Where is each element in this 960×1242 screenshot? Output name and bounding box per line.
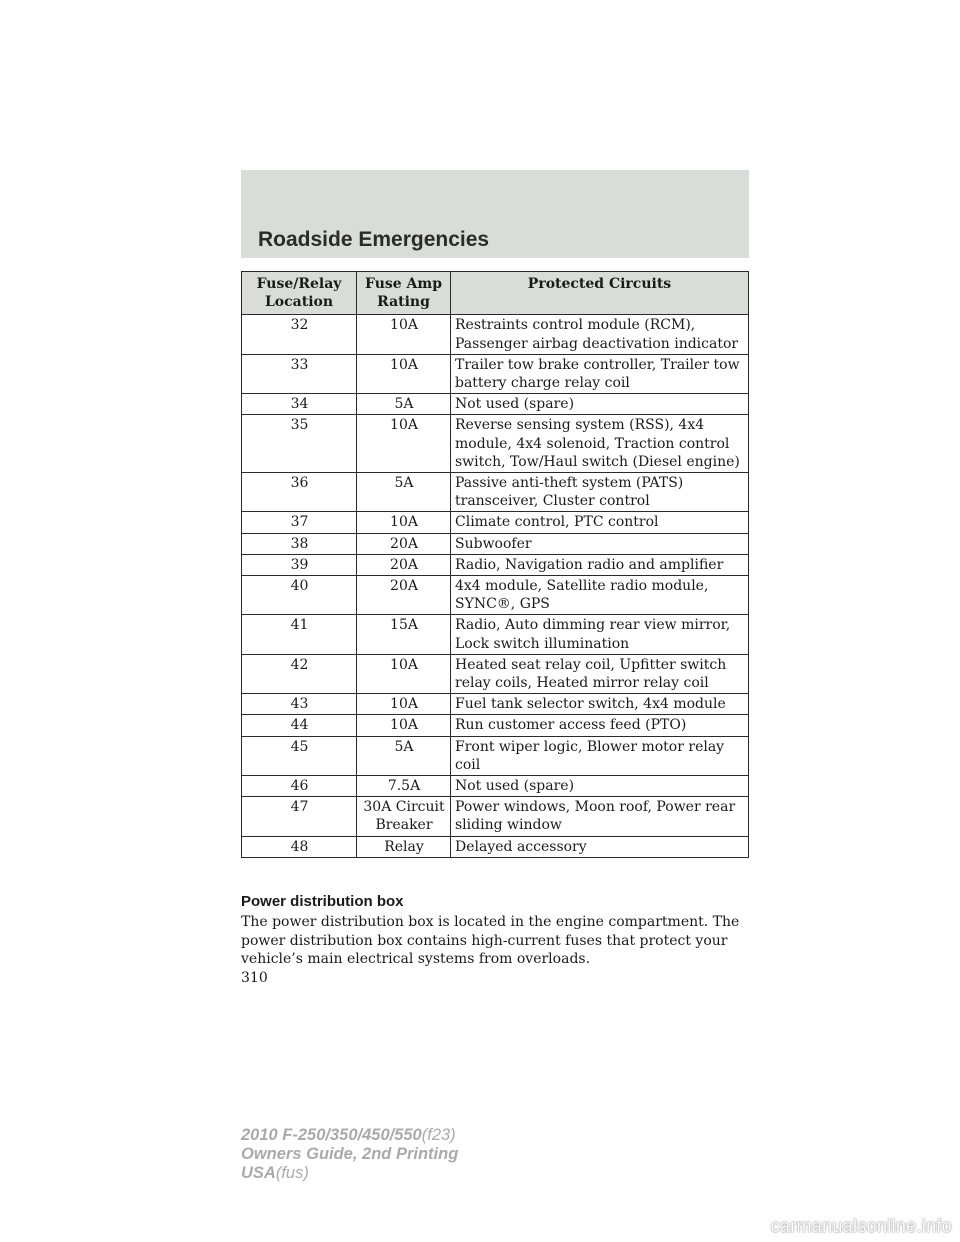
table-body (242, 315, 749, 857)
fuse-location-cell: 39 (242, 554, 357, 575)
fuse-amp-cell: 10A (357, 512, 451, 533)
table-row (242, 654, 749, 693)
fuse-location-cell: 48 (242, 836, 357, 857)
fuse-location-cell: 32 (242, 315, 357, 354)
protected-circuits-cell: Radio, Auto dimming rear view mirror, Lock switch illumination (451, 615, 749, 654)
table-row (242, 836, 749, 857)
table-row (242, 315, 749, 354)
table-header-row (242, 272, 749, 315)
column-header-circuits: Protected Circuits (451, 272, 749, 315)
section-header-band (241, 170, 749, 258)
protected-circuits-cell: Reverse sensing system (RSS), 4x4 module, 4x4 solenoid, Traction control switch, Tow/Haul switch (Diesel engine) (451, 415, 749, 473)
table-row (242, 615, 749, 654)
protected-circuits-cell: Radio, Navigation radio and amplifier (451, 554, 749, 575)
fuse-amp-cell: 5A (357, 473, 451, 512)
protected-circuits-cell: Fuel tank selector switch, 4x4 module (451, 694, 749, 715)
protected-circuits-cell: Subwoofer (451, 533, 749, 554)
fuse-amp-cell: 10A (357, 654, 451, 693)
table-row (242, 576, 749, 615)
table-row (242, 415, 749, 473)
fuse-amp-cell: 10A (357, 354, 451, 393)
table-row (242, 512, 749, 533)
footer-region: USA (241, 1164, 276, 1182)
fuse-amp-cell: 10A (357, 715, 451, 736)
fuse-table (241, 271, 749, 858)
protected-circuits-cell: Not used (spare) (451, 776, 749, 797)
fuse-location-cell: 35 (242, 415, 357, 473)
fuse-amp-cell: 10A (357, 694, 451, 715)
fuse-amp-cell: 30A Circuit Breaker (357, 797, 451, 836)
table-row (242, 354, 749, 393)
section-title: Roadside Emergencies (258, 228, 490, 251)
fuse-location-cell: 46 (242, 776, 357, 797)
table-row (242, 554, 749, 575)
page-number: 310 (241, 970, 268, 986)
table-row (242, 533, 749, 554)
fuse-location-cell: 34 (242, 394, 357, 415)
table-row (242, 694, 749, 715)
fuse-location-cell: 44 (242, 715, 357, 736)
footer-region-code: (fus) (275, 1164, 309, 1182)
fuse-location-cell: 47 (242, 797, 357, 836)
fuse-amp-cell: 7.5A (357, 776, 451, 797)
footer-model: 2010 F-250/350/450/550 (241, 1126, 422, 1144)
fuse-amp-cell: 10A (357, 315, 451, 354)
fuse-location-cell: 43 (242, 694, 357, 715)
column-header-location: Fuse/Relay Location (242, 272, 357, 315)
fuse-location-cell: 45 (242, 736, 357, 775)
fuse-amp-cell: 20A (357, 533, 451, 554)
column-header-amp: Fuse Amp Rating (357, 272, 451, 315)
fuse-location-cell: 41 (242, 615, 357, 654)
fuse-location-cell: 40 (242, 576, 357, 615)
fuse-amp-cell: 15A (357, 615, 451, 654)
table-row (242, 797, 749, 836)
protected-circuits-cell: Front wiper logic, Blower motor relay coil (451, 736, 749, 775)
fuse-amp-cell: 10A (357, 415, 451, 473)
protected-circuits-cell: Run customer access feed (PTO) (451, 715, 749, 736)
fuse-amp-cell: Relay (357, 836, 451, 857)
protected-circuits-cell: 4x4 module, Satellite radio module, SYNC®, GPS (451, 576, 749, 615)
section-heading: Power distribution box (241, 893, 404, 910)
fuse-location-cell: 38 (242, 533, 357, 554)
fuse-location-cell: 42 (242, 654, 357, 693)
table-row (242, 715, 749, 736)
footer-guide: Owners Guide, 2nd Printing (241, 1145, 459, 1163)
table-row (242, 473, 749, 512)
protected-circuits-cell: Climate control, PTC control (451, 512, 749, 533)
protected-circuits-cell: Passive anti-theft system (PATS) transceiver, Cluster control (451, 473, 749, 512)
table-row (242, 776, 749, 797)
protected-circuits-cell: Heated seat relay coil, Upfitter switch relay coils, Heated mirror relay coil (451, 654, 749, 693)
protected-circuits-cell: Trailer tow brake controller, Trailer tow battery charge relay coil (451, 354, 749, 393)
protected-circuits-cell: Power windows, Moon roof, Power rear sliding window (451, 797, 749, 836)
protected-circuits-cell: Not used (spare) (451, 394, 749, 415)
fuse-location-cell: 33 (242, 354, 357, 393)
footer-imprint (241, 1126, 458, 1183)
body-paragraph: The power distribution box is located in the engine compartment. The power distribution box contains high-current fuses that protect your vehicle’s main electrical systems from overloads. (241, 914, 740, 967)
fuse-amp-cell: 20A (357, 576, 451, 615)
fuse-location-cell: 37 (242, 512, 357, 533)
footer-model-code: (f23) (421, 1126, 456, 1144)
fuse-amp-cell: 20A (357, 554, 451, 575)
table-row (242, 736, 749, 775)
fuse-amp-cell: 5A (357, 736, 451, 775)
fuse-amp-cell: 5A (357, 394, 451, 415)
table-row (242, 394, 749, 415)
watermark: carmanualsonline.info (770, 1216, 952, 1236)
fuse-location-cell: 36 (242, 473, 357, 512)
protected-circuits-cell: Delayed accessory (451, 836, 749, 857)
protected-circuits-cell: Restraints control module (RCM), Passenger airbag deactivation indicator (451, 315, 749, 354)
